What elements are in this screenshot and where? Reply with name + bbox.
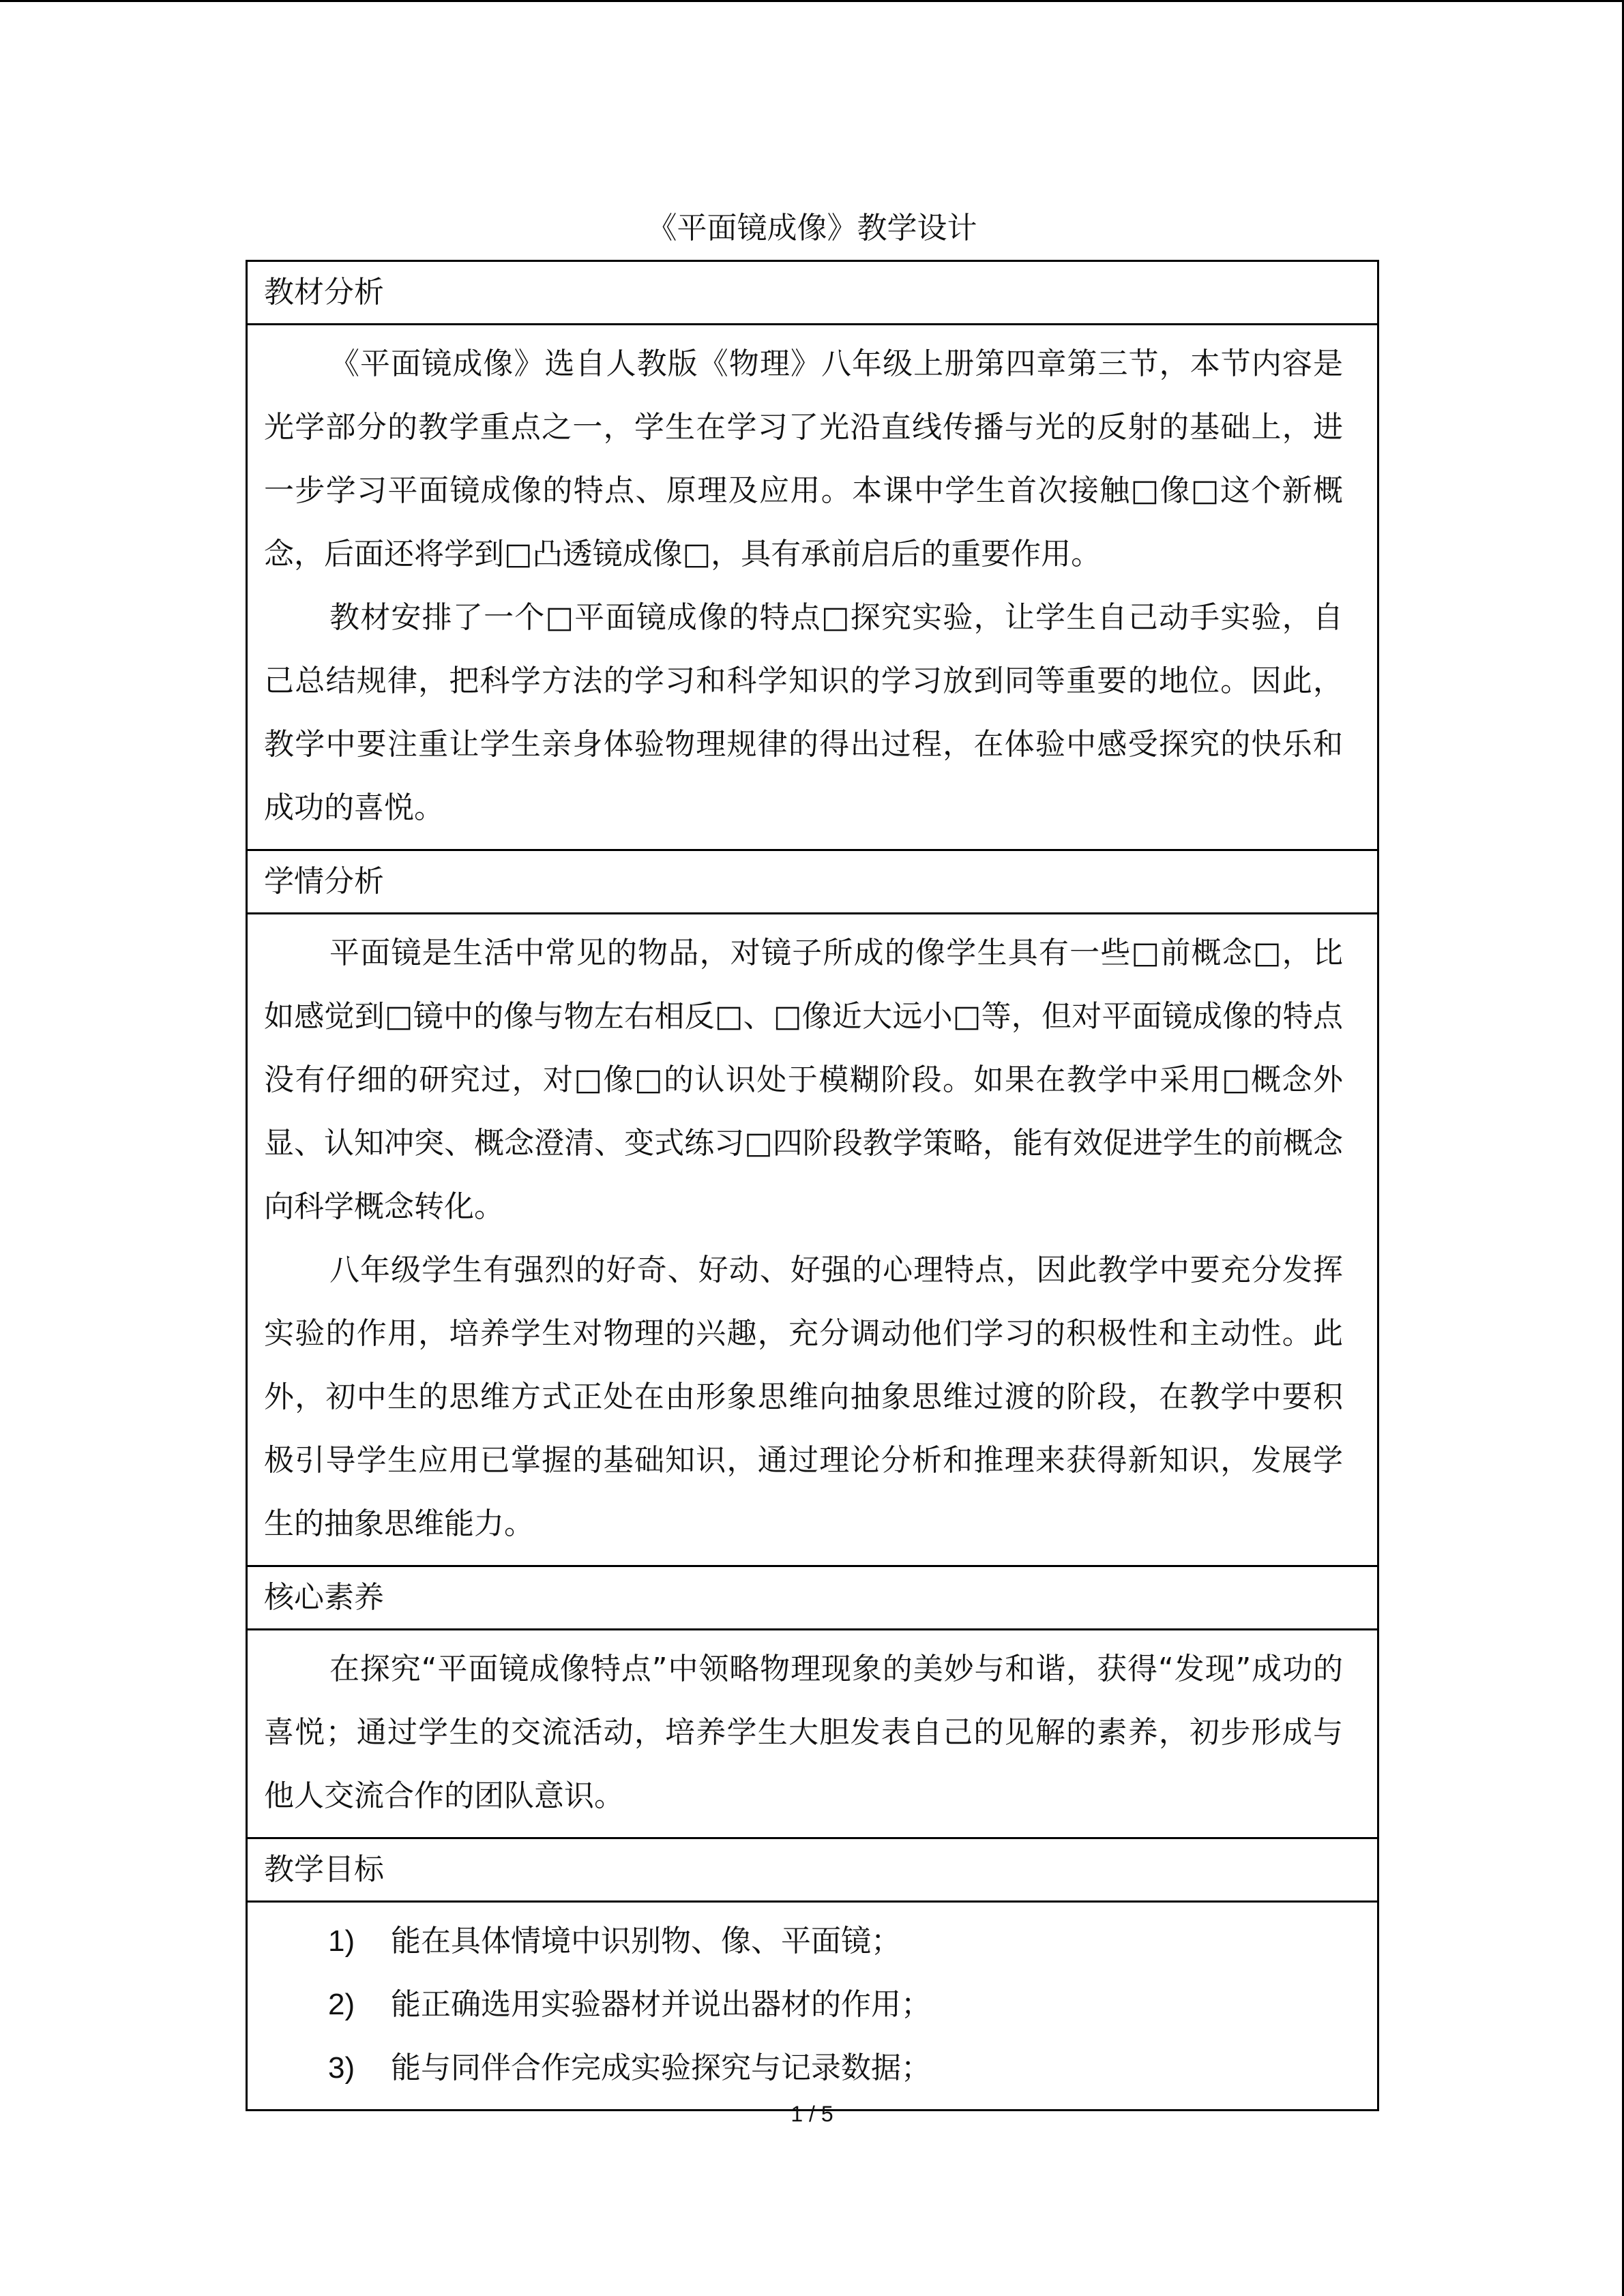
section-body-textbook-analysis: [248, 325, 1377, 851]
paragraph: 平面镜是生活中常见的物品，对镜子所成的像学生具有一些□前概念□，比如感觉到□镜中的像与物左右相反□、□像近大远小□等，但对平面镜成像的特点没有仔细的研究过，对□像□的认识处于模糊阶段。如果在教学中采用□概念外显、认知冲突、概念澄清、变式练习□四阶段教学策略，能有效促进学生的前概念向科学概念转化。: [264, 936, 1343, 1224]
section-header-textbook-analysis: 教材分析: [248, 262, 1377, 325]
objective-number: 2): [328, 1988, 355, 2021]
objective-item: [264, 2036, 1343, 2100]
objective-item: [264, 1973, 1343, 2036]
objective-item: [264, 1909, 1343, 1973]
section-header-teaching-objectives: 教学目标: [248, 1839, 1377, 1903]
paragraph: 八年级学生有强烈的好奇、好动、好强的心理特点，因此教学中要充分发挥实验的作用，培养学生对物理的兴趣，充分调动他们学习的积极性和主动性。此外，初中生的思维方式正处在由形象思维向抽象思维过渡的阶段，在教学中要积极引导学生应用已掌握的基础知识，通过理论分析和推理来获得新知识，发展学生的抽象思维能力。: [264, 1253, 1343, 1541]
section-body-student-analysis: [248, 914, 1377, 1567]
lesson-plan-table: [246, 260, 1379, 2111]
paragraph: 《平面镜成像》选自人教版《物理》八年级上册第四章第三节，本节内容是光学部分的教学重点之一，学生在学习了光沿直线传播与光的反射的基础上，进一步学习平面镜成像的特点、原理及应用。本课中学生首次接触□像□这个新概念，后面还将学到□凸透镜成像□，具有承前启后的重要作用。: [264, 346, 1343, 571]
section-body-core-competence: [248, 1630, 1377, 1839]
page-number: 1 / 5: [791, 2102, 833, 2126]
objective-number: 3): [328, 2051, 355, 2085]
objective-text: 能在具体情境中识别物、像、平面镜；: [391, 1924, 901, 1958]
paragraph: 教材安排了一个□平面镜成像的特点□探究实验，让学生自己动手实验，自己总结规律，把科学方法的学习和科学知识的学习放到同等重要的地位。因此，教学中要注重让学生亲身体验物理规律的得出过程，在体验中感受探究的快乐和成功的喜悦。: [264, 600, 1343, 825]
objective-text: 能正确选用实验器材并说出器材的作用；: [391, 1987, 931, 2022]
section-header-core-competence: 核心素养: [248, 1567, 1377, 1630]
paragraph: 在探究“平面镜成像特点”中领略物理现象的美妙与和谐，获得“发现”成功的喜悦；通过学生的交流活动，培养学生大胆发表自己的见解的素养，初步形成与他人交流合作的团队意识。: [264, 1652, 1343, 1813]
document-title: 《平面镜成像》教学设计: [647, 211, 977, 245]
section-body-teaching-objectives: [248, 1903, 1377, 2109]
page-border-top: [0, 0, 1624, 2]
section-header-student-analysis: 学情分析: [248, 851, 1377, 914]
objective-number: 1): [328, 1924, 355, 1958]
objective-text: 能与同伴合作完成实验探究与记录数据；: [391, 2051, 931, 2085]
